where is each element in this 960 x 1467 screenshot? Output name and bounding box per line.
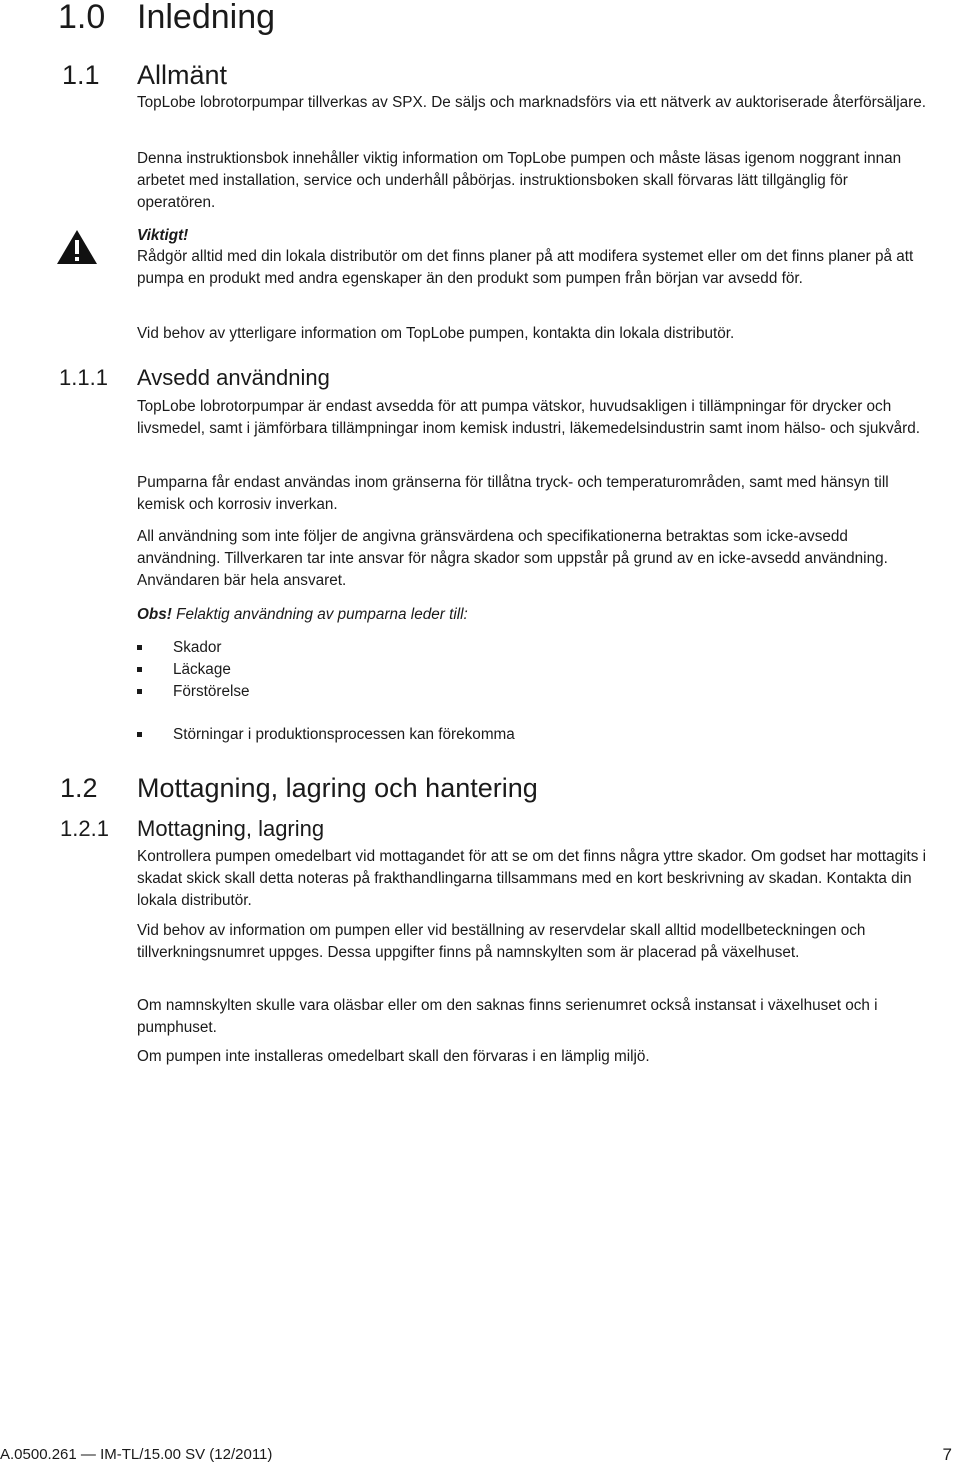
section-heading-mottagning-lagring-hantering: Mottagning, lagring och hantering	[137, 773, 538, 803]
warning-text: Rådgör alltid med din lokala distributör om det finns planer på att modifera systemet eller om det finns planer på att pumpa en produkt med andra egenskaper än den produkt som pumpen från början var avsedd för.	[137, 248, 914, 287]
page-title: Inledning	[137, 0, 276, 36]
section-heading-allmant: Allmänt	[137, 60, 228, 90]
paragraph: Pumparna får endast användas inom gränserna för tillåtna tryck- och temperaturområden, samt med hänsyn till kemisk och korrosiv inverkan.	[137, 474, 889, 513]
paragraph: Om pumpen inte installeras omedelbart skall den förvaras i en lämplig miljö.	[137, 1048, 650, 1065]
heading-number: 1.1	[62, 60, 100, 90]
footer-doc-ref: A.0500.261 — IM-TL/15.00 SV (12/2011)	[0, 1446, 273, 1463]
paragraph: All användning som inte följer de angivna gränsvärdena och specifikationerna betraktas som icke-avsedd användning. Tillverkaren tar inte ansvar för några skador som uppstår på grund av en icke-avsedd användning. Användaren bär hela ansvaret.	[137, 528, 888, 589]
paragraph: Vid behov av information om pumpen eller vid beställning av reservdelar skall alltid modellbeteckningen och tillverkningsnumret uppges. Dessa uppgifter finns på namnskylten som är placerad på växelhuset.	[137, 922, 866, 961]
bullet-icon	[137, 645, 142, 650]
paragraph: Om namnskylten skulle vara oläsbar eller om den saknas finns serienumret också instansat i växelhuset och i pumphuset.	[137, 997, 878, 1036]
obs-label: Obs!	[137, 606, 172, 623]
heading-number: 1.2	[60, 773, 98, 803]
obs-note	[137, 604, 927, 626]
paragraph: TopLobe lobrotorpumpar tillverkas av SPX. De säljs och marknadsförs via ett nätverk av auktoriserade återförsäljare.	[137, 94, 927, 111]
obs-text: Felaktig användning av pumparna leder till:	[171, 606, 468, 623]
paragraph: TopLobe lobrotorpumpar är endast avsedda för att pumpa vätskor, huvudsakligen i tillämpningar för drycker och livsmedel, samt i jämförbara tillämpningar inom kemisk industri, läkemedelsindustrin samt inom hälso- och sjukvård.	[137, 398, 920, 437]
paragraph: Kontrollera pumpen omedelbart vid mottagandet för att se om det finns några yttre skador. Om godset har mottagits i skadat skick skall detta noteras på frakthandlingarna tillsammans med en kort beskrivning av skadan. Kontakta din lokala distributör.	[137, 848, 927, 909]
paragraph: Vid behov av ytterligare information om TopLobe pumpen, kontakta din lokala distributör.	[137, 325, 735, 342]
bullet-icon	[137, 689, 142, 694]
bullet-icon	[137, 732, 142, 737]
section-heading-mottagning-lagring: Mottagning, lagring	[137, 816, 325, 841]
section-heading-avsedd-anvandning: Avsedd användning	[137, 365, 330, 390]
warning-label: Viktigt!	[137, 227, 189, 244]
heading-number: 1.2.1	[60, 816, 109, 841]
paragraph: Denna instruktionsbok innehåller viktig information om TopLobe pumpen och måste läsas igenom noggrant innan arbetet med installation, service och underhåll påbörjas. instruktionsboken skall förvaras lätt tillgänglig för operatören.	[137, 150, 902, 211]
heading-number: 1.0	[58, 0, 106, 36]
heading-number: 1.1.1	[59, 365, 108, 390]
page-number: 7	[942, 1445, 952, 1464]
warning-triangle-icon	[56, 229, 98, 265]
bullet-icon	[137, 667, 142, 672]
